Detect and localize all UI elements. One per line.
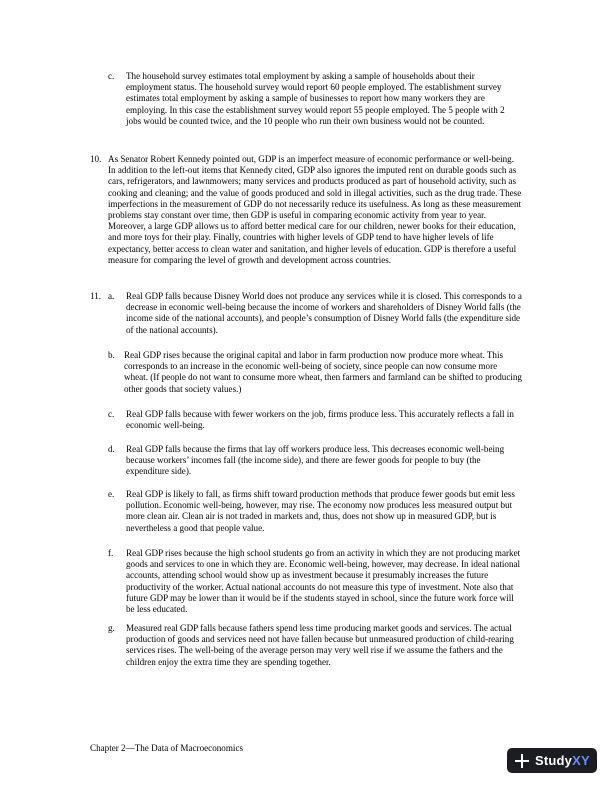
studyxy-badge[interactable] [507,748,597,773]
item-11-label: 11. [90,291,102,301]
item-10-text: As Senator Robert Kennedy pointed out, GDP is an imperfect measure of economic performance or well-being. In addition to the left-out items that Kennedy cited, GDP also ignores the imputed rent on durable goods such as cars, refrigerators, and lawnmowers; many services and products produced as part of household activity, such as cooking and cleaning; and the value of goods produced and sold in illegal activities, such as the drug trade. These imperfections in the measurement of GDP do not necessarily reduce its usefulness. As long as these measurement problems stay constant over time, then GDP is useful in comparing economic activity from year to year. Moreover, a large GDP allows us to afford better medical care for our children, newer books for their education, and more toys for their play. Finally, countries with higher levels of GDP tend to have higher levels of life expectancy, better access to clean water and sanitation, and higher levels of education. GDP is therefore a useful measure for comparing the level of growth and development across countries. [108,154,522,265]
item-11e-label: e. [108,489,115,499]
item-9c-text: The household survey estimates total employment by asking a sample of households about their employment status. The household survey would report 60 people employed. The establishment survey estimates total employment by asking a sample of businesses to report how many workers they are employing. In this case the establishment survey would report 55 people employed. The 5 people with 2 jobs would be counted twice, and the 10 people who run their own business would not be counted. [126,71,505,126]
item-11g-label: g. [108,623,115,633]
item-11a-text: Real GDP falls because Disney World does not produce any services while it is closed. This corresponds to a decrease in economic well-being because the income of workers and shareholders of Disney World falls (the income side of the national accounts), and people’s consumption of Disney World falls (the expenditure side of the national accounts). [126,291,522,335]
item-11a-label: a. [108,291,115,301]
studyxy-brand-accent: XY [572,753,590,768]
item-11g-text: Measured real GDP falls because fathers spend less time producing market goods and services. The actual production of goods and services need not have fallen because but unmeasured production of child-rearing services rises. The well-being of the average person may very well rise if we assume the fathers and the children enjoy the extra time they are spending together. [126,623,514,667]
item-11c-text: Real GDP falls because with fewer workers on the job, firms produce less. This accurately reflects a fall in economic well-being. [126,409,514,431]
item-10-label: 10. [90,154,102,164]
item-11b-label: b. [108,350,115,360]
item-11f-label: f. [108,548,114,558]
item-11e-text: Real GDP is likely to fall, as firms shift toward production methods that produce fewer goods but emit less pollution. Economic well-being, however, may rise. The economy now produces less measured output but more clean air. Clean air is not traded in markets and, thus, does not show up in measured GDP, but is nevertheless a good that people value. [126,489,515,533]
item-11d-label: d. [108,444,115,454]
item-11f-text: Real GDP rises because the high school students go from an activity in which they are not producing market goods and services to one in which they are. Economic well-being, however, may decrease. In ideal national accounts, attending school would show up as investment because it presumably increases the future productivity of the worker. Actual national accounts do not measure this type of investment. Note also that future GDP may be lower than it would be if the students stayed in school, since the future work force will be less educated. [126,548,521,615]
item-11b-text: Real GDP rises because the original capital and labor in farm production now produce more wheat. This corresponds to an increase in the economic well-being of society, since people can now consume more wheat. (If people do not want to consume more wheat, then farmers and farmland can be shifted to producing other goods that society values.) [124,350,522,394]
item-9c-label: c. [108,71,115,81]
chapter-footer: Chapter 2—The Data of Macroeconomics [90,743,244,753]
studyxy-brand: StudyXY [535,753,590,768]
plus-icon [515,754,529,768]
item-11c-label: c. [108,409,115,419]
item-11d-text: Real GDP falls because the firms that lay off workers produce less. This decreases economic well-being because workers’ incomes fall (the income side), and there are fewer goods for people to buy (the expenditure side). [126,444,505,477]
